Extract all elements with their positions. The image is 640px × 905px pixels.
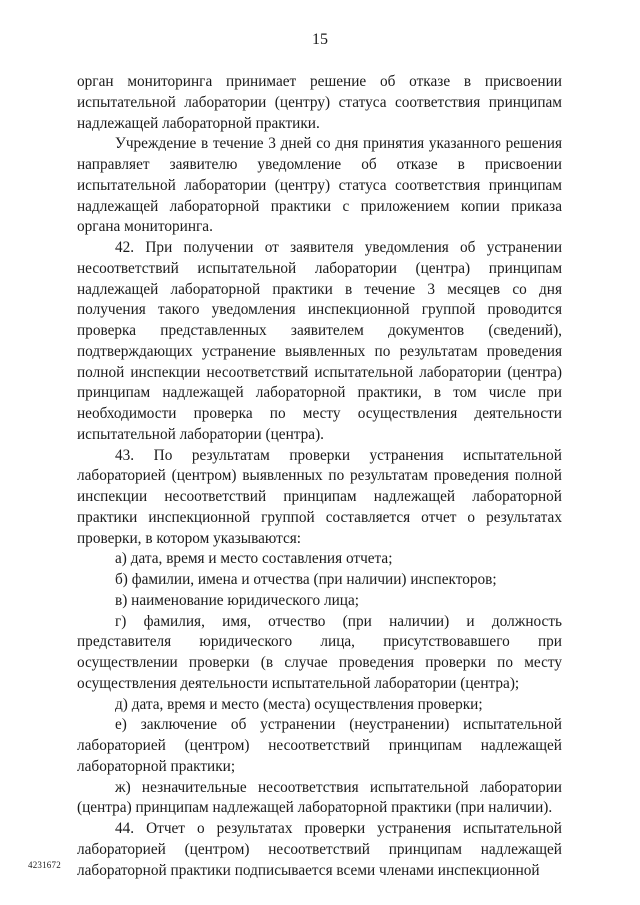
- document-body: [77, 72, 562, 881]
- page-number: 15: [312, 31, 328, 48]
- paragraph-notification: Учреждение в течение 3 дней со дня принятия указанного решения направляет заявителю уведомление об отказе в присвоении испытательной лаборатории (центру) статуса соответствия принципам надлежащей лабораторной практики с приложением копии приказа органа мониторинга.: [77, 135, 562, 236]
- list-item-zh: ж) незначительные несоответствия испытательной лаборатории (центра) принципам надлежащей лабораторной практики (при наличии).: [77, 778, 562, 817]
- list-item-d: д) дата, время и место (места) осуществления проверки;: [115, 695, 483, 713]
- paragraph-clause-43: 43. По результатам проверки устранения испытательной лабораторией (центром) выявленных по результатам проведения полной инспекции несоответствий принципам надлежащей лабораторной практики инспекционной группой составляется отчет о результатах проверки, в котором указываются:: [77, 446, 562, 547]
- list-item-v: в) наименование юридического лица;: [115, 591, 360, 609]
- paragraph-clause-44: 44. Отчет о результатах проверки устранения испытательной лабораторией (центром) несоответствий принципам надлежащей лабораторной практики подписывается всеми членами инспекционной: [77, 820, 562, 879]
- list-item-e: е) заключение об устранении (неустранении) испытательной лабораторией (центром) несоответствий принципам надлежащей лабораторной практики;: [77, 716, 562, 775]
- list-item-b: б) фамилии, имена и отчества (при наличии) инспекторов;: [115, 571, 497, 588]
- paragraph-continuation: орган мониторинга принимает решение об отказе в присвоении испытательной лаборатории (центру) статуса соответствия принципам надлежащей лабораторной практики.: [77, 73, 562, 132]
- list-item-a: а) дата, время и место составления отчета;: [115, 550, 393, 568]
- document-code: 4231672: [28, 860, 61, 870]
- paragraph-clause-42: 42. При получении от заявителя уведомления об устранении несоответствий испытательной лаборатории (центра) принципам надлежащей лабораторной практики в течение 3 месяцев со дня получения такого уведомления инспекционной группой проводится проверка представленных заявителем документов (сведений), подтверждающих устранение выявленных по результатам проведения полной инспекции несоответствий испытательной лаборатории (центра) принципам надлежащей лабораторной практики, в том числе при необходимости проверка по месту осуществления деятельности испытательной лаборатории (центра).: [77, 239, 562, 443]
- list-item-g: г) фамилия, имя, отчество (при наличии) и должность представителя юридического лица, присутствовавшего при осуществлении проверки (в случае проведения проверки по месту осуществления деятельности испытательной лаборатории (центра);: [77, 612, 562, 692]
